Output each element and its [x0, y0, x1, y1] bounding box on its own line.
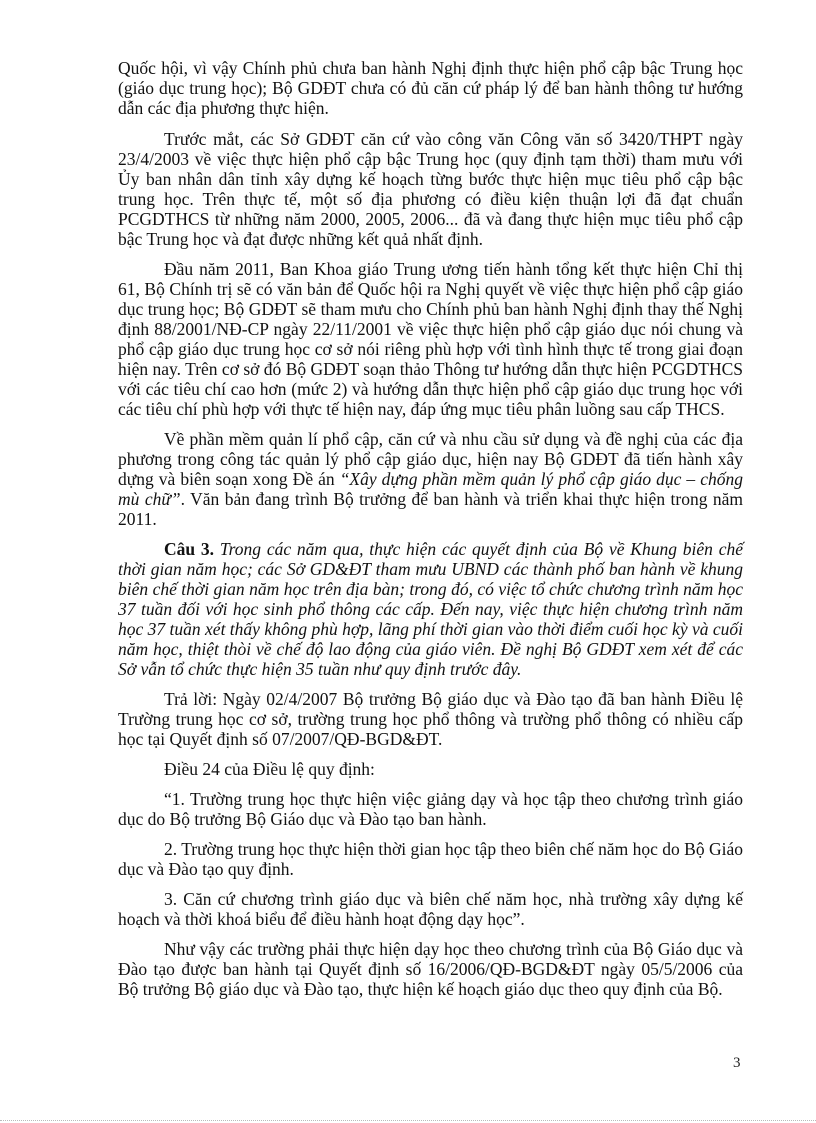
article-24-heading: Điều 24 của Điều lệ quy định: [164, 759, 375, 779]
page-number: 3 [733, 1055, 741, 1071]
paragraph-conclusion: Như vậy các trường phải thực hiện dạy học theo chương trình của Bộ Giáo dục và Đào tạo được ban hành tại Quyết định số 16/2006/QĐ-BGD&ĐT ngày 05/5/2006 của Bộ trưởng Bộ giáo dục và Đào tạo, thực hiện kế hoạch giáo dục theo quy định của Bộ. [118, 939, 743, 999]
footer-divider [0, 1120, 816, 1121]
paragraph-software [118, 429, 743, 529]
question-3-label: Câu 3. [164, 539, 215, 559]
question-3 [118, 539, 743, 679]
software-text-start: Về phần mềm quản lí phổ cập, căn cứ và nhu cầu sử dụng và đề nghị của các địa phương trong công tác quản lý phổ cập giáo dục, hiện nay Bộ GDĐT đã tiến hành xây dựng và biên soạn xong Đề án [118, 429, 743, 489]
software-text-end: . Văn bản đang trình Bộ trưởng để ban hành và triển khai thực hiện trong năm 2011. [118, 489, 744, 529]
question-3-text: Trong các năm qua, thực hiện các quyết định của Bộ về Khung biên chế thời gian năm học; các Sở GD&ĐT tham mưu UBND các thành phố ban hành về khung biên chế thời gian năm học trên địa bàn; trong đó, có việc tổ chức chương trình năm học 37 tuần đối với học sinh phổ thông các cấp. Đến nay, việc thực hiện chương trình năm học 37 tuần xét thấy không phù hợp, lãng phí thời gian vào thời điểm cuối học kỳ và cuối năm học, thiệt thòi về chế độ lao động của giáo viên. Đề nghị Bộ GDĐT xem xét để các Sở vẫn tổ chức thực hiện 35 tuần như quy định trước đây. [118, 539, 744, 679]
article-24-clause-1: “1. Trường trung học thực hiện việc giảng dạy và học tập theo chương trình giáo dục do Bộ trưởng Bộ Giáo dục và Đào tạo ban hành. [118, 789, 743, 829]
paragraph-intro: Quốc hội, vì vậy Chính phủ chưa ban hành Nghị định thực hiện phổ cập bậc Trung học (giáo dục trung học); Bộ GDĐT chưa có đủ căn cứ pháp lý để ban hành thông tư hướng dẫn các địa phương thực hiện. [118, 58, 743, 118]
answer-paragraph: Trả lời: Ngày 02/4/2007 Bộ trưởng Bộ giáo dục và Đào tạo đã ban hành Điều lệ Trường trung học cơ sở, trường trung học phổ thông và trường phổ thông có nhiều cấp học tại Quyết định số 07/2007/QĐ-BGD&ĐT. [118, 689, 743, 749]
software-project-title: “Xây dựng phần mềm quản lý phổ cập giáo dục – chống mù chữ” [118, 469, 743, 509]
paragraph-2011-plan: Đầu năm 2011, Ban Khoa giáo Trung ương tiến hành tổng kết thực hiện Chỉ thị 61, Bộ Chính trị sẽ có văn bản để Quốc hội ra Nghị quyết về việc thực hiện phổ cập giáo dục trung học; Bộ GDĐT sẽ tham mưu cho Chính phủ ban hành Nghị định thay thế Nghị định 88/2001/NĐ-CP ngày 22/11/2001 về việc thực hiện phổ cập giáo dục nói chung và phổ cập giáo dục trung học cơ sở nói riêng phù hợp với tình hình thực tế trong giai đoạn hiện nay. Trên cơ sở đó Bộ GDĐT soạn thảo Thông tư hướng dẫn thực hiện PCGDTHCS với các tiêu chí cao hơn (mức 2) và hướng dẫn thực hiện phổ cập giáo dục trung học với các tiêu chí phù hợp với thực tế hiện nay, đáp ứng mục tiêu phân luồng sau cấp THCS. [118, 259, 743, 419]
article-24-clause-3: 3. Căn cứ chương trình giáo dục và biên chế năm học, nhà trường xây dựng kế hoạch và thời khoá biểu để điều hành hoạt động dạy học”. [118, 889, 743, 929]
article-24-clause-2: 2. Trường trung học thực hiện thời gian học tập theo biên chế năm học do Bộ Giáo dục và Đào tạo quy định. [118, 839, 743, 879]
paragraph-immediate-actions: Trước mắt, các Sở GDĐT căn cứ vào công văn Công văn số 3420/THPT ngày 23/4/2003 về việc thực hiện phổ cập bậc Trung học (quy định tạm thời) tham mưu với Ủy ban nhân dân tỉnh xây dựng kế hoạch từng bước thực hiện mục tiêu phổ cập bậc trung học. Trên thực tế, một số địa phương có điều kiện thuận lợi đã đạt chuẩn PCGDTHCS từ những năm 2000, 2005, 2006... đã và đang thực hiện mục tiêu phổ cập bậc Trung học và đạt được những kết quả nhất định. [118, 129, 743, 249]
document-body [118, 58, 743, 1009]
